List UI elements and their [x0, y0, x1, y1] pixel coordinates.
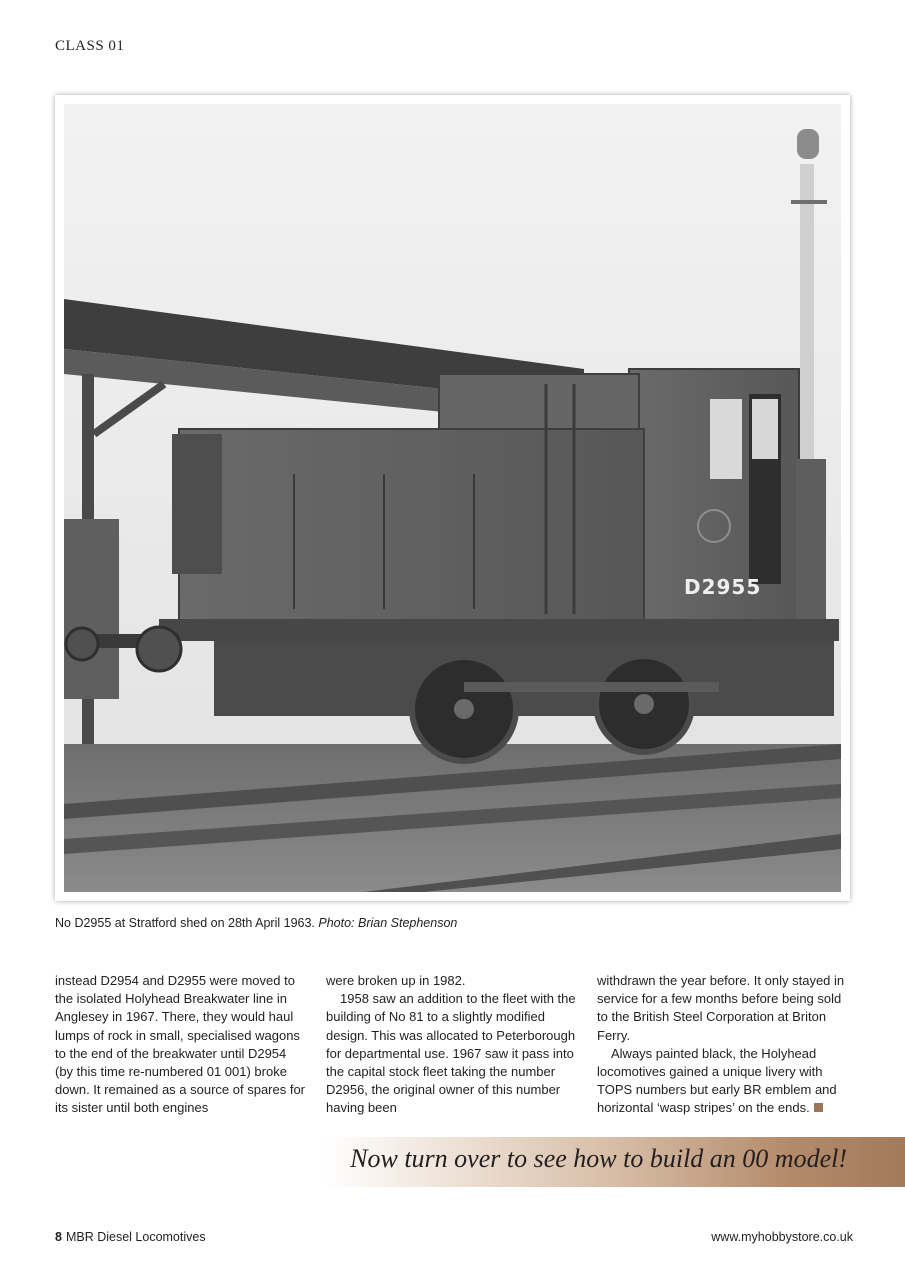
article-column-3: [597, 972, 849, 1118]
footer-left: [55, 1230, 206, 1244]
number-plate-text: D2955: [684, 575, 762, 599]
article-column-2: [326, 972, 578, 1118]
website-link: www.myhobbystore.co.uk: [711, 1230, 853, 1244]
page-number: 8: [55, 1230, 62, 1244]
photo-frame: [55, 95, 850, 901]
section-title: CLASS 01: [55, 38, 125, 54]
paragraph-text: Always painted black, the Holyhead locomotives gained a unique livery with TOPS numbers but early BR emblem and horizontal ‘wasp stripes’ on the ends.: [597, 1045, 837, 1116]
caption-text: No D2955 at Stratford shed on 28th April 1963.: [55, 916, 319, 930]
locomotive-photo: [64, 104, 841, 892]
photo-caption: [55, 916, 457, 930]
paragraph: were broken up in 1982.: [326, 973, 466, 988]
photo-credit: Photo: Brian Stephenson: [318, 916, 458, 930]
promo-banner: [325, 1137, 905, 1187]
article-column-1: [55, 972, 307, 1118]
paragraph: instead D2954 and D2955 were moved to the isolated Holyhead Breakwater line in Anglesey in 1967. There, they would haul lumps of rock in small, specialised wagons to the end of the breakwater until D2954 (by this time re-numbered 01 001) broke down. It remained as a source of spares for its sister until both engines: [55, 973, 306, 1116]
paragraph: 1958 saw an addition to the fleet with the building of No 81 to a slightly modified design. This was allocated to Peterborough for departmental use. 1967 saw it pass into the capital stock fleet taking the number D2956, the original owner of this number having been: [326, 991, 576, 1116]
locomotive-illustration: [64, 104, 841, 892]
paragraph: withdrawn the year before. It only stayed in service for a few months before being sold to the British Steel Corporation at Briton Ferry.: [597, 973, 845, 1043]
end-mark-icon: [814, 1103, 823, 1112]
publication-name: MBR Diesel Locomotives: [65, 1230, 206, 1244]
promo-text: Now turn over to see how to build an 00 model!: [350, 1144, 847, 1173]
paragraph-final: [597, 1045, 849, 1118]
